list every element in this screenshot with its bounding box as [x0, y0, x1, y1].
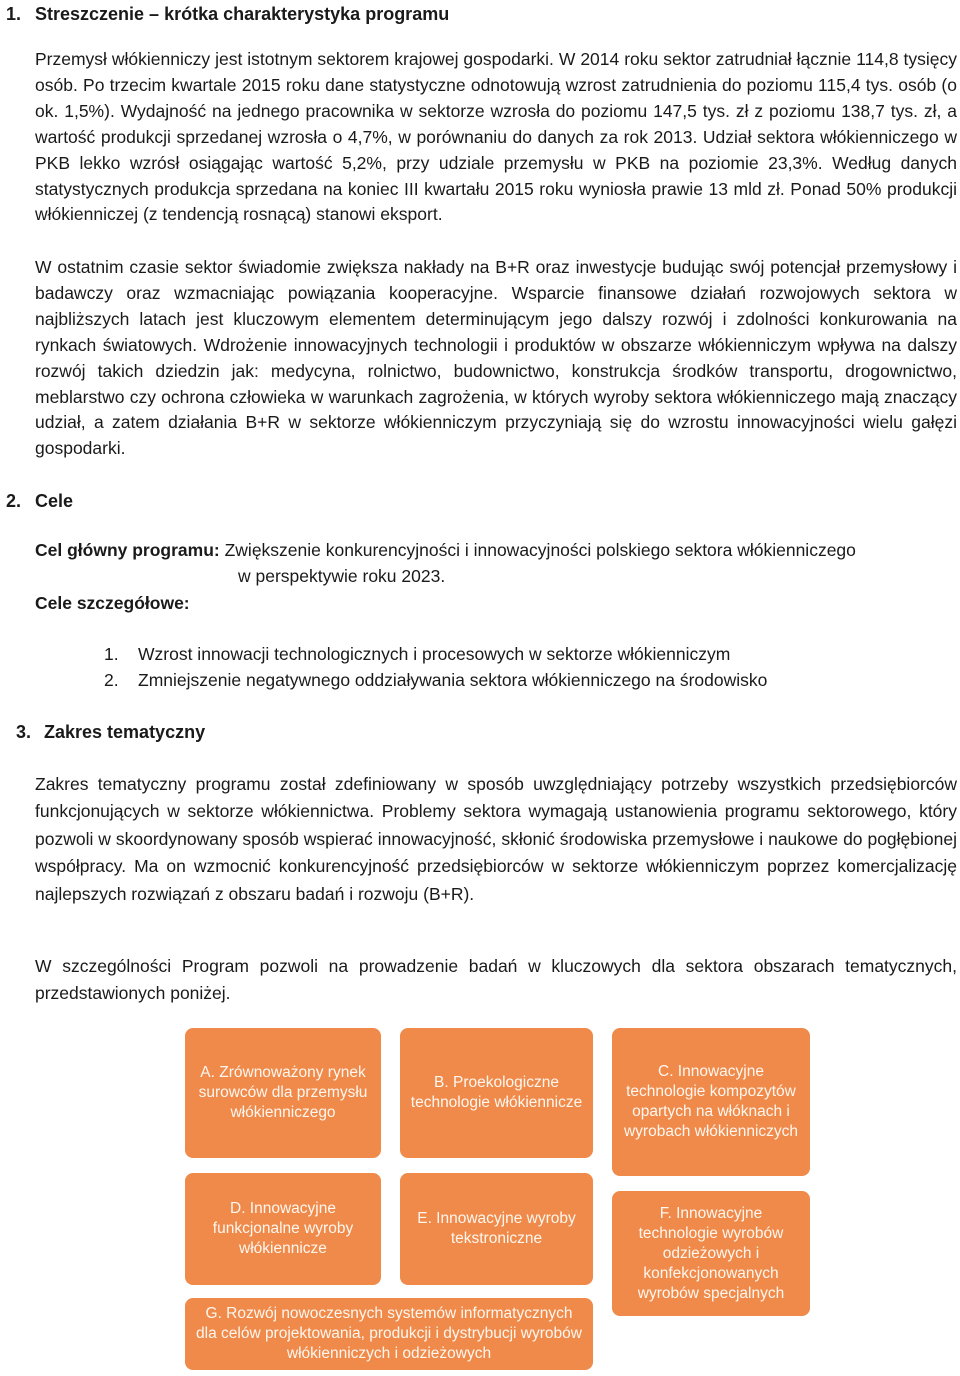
section-1-paragraph-2: W ostatnim czasie sektor świadomie zwiększa nakłady na B+R oraz inwestycje budując swój potencjał przemysłowy i badawczy oraz wzmacniając powiązania kooperacyjne. Wsparcie finansowe działań rozwojowych sektora w najbliższych latach jest kluczowym elementem determinującym jego dalszy rozwój i zdolności konkurowania na rynkach światowych. Wdrożenie innowacyjnych technologii i produktów w obszarze włókienniczym wpływa na dalszy rozwój takich dziedzin jak: medycyna, rolnictwo, budownictwo, konstrukcja środków transportu, drogownictwo, meblarstwo czy ochrona człowieka w warunkach zagrożenia, w których wyroby sektora włókienniczego mają znaczący udział, a zatem działania B+R w sektorze włókienniczym przyczyniają się do wzrostu innowacyjności wielu gałęzi gospodarki.	[35, 257, 957, 459]
list-item	[104, 642, 767, 668]
list-item-text: Zmniejszenie negatywnego oddziaływania sektora włókienniczego na środowisko	[138, 669, 768, 690]
main-goal-label: Cel główny programu:	[35, 540, 220, 560]
list-item-number: 2.	[104, 669, 119, 690]
specific-goals-label: Cele szczegółowe:	[35, 593, 190, 613]
section-2-number: 2.	[6, 491, 22, 511]
area-c-box: C. Innowacyjne technologie kompozytów opartych na włóknach i wyrobach włókienniczych	[612, 1028, 810, 1176]
section-3-paragraph-2: W szczególności Program pozwoli na prowadzenie badań w kluczowych dla sektora obszarach tematycznych, przedstawionych poniżej.	[35, 956, 957, 1004]
area-a-box: A. Zrównoważony rynek surowców dla przemysłu włókienniczego	[185, 1028, 381, 1158]
section-2-title: Cele	[35, 491, 74, 511]
area-d-box: D. Innowacyjne funkcjonalne wyroby włókiennicze	[185, 1173, 381, 1285]
main-goal-text-line-1: Zwiększenie konkurencyjności i innowacyjności polskiego sektora włókienniczego	[224, 540, 856, 560]
area-b-box: B. Proekologiczne technologie włókiennicze	[400, 1028, 593, 1158]
section-3-number: 3.	[16, 722, 32, 742]
specific-goals-list	[104, 642, 767, 694]
section-2-heading	[6, 489, 73, 513]
section-3-heading	[16, 720, 205, 744]
section-3-title: Zakres tematyczny	[44, 722, 206, 742]
section-3-paragraph-1: Zakres tematyczny programu został zdefiniowany w sposób uwzględniający potrzeby wszystkich przedsiębiorców funkcjonujących w sektorze włókiennictwa. Problemy sektora wymagają ustanowienia programu sektorowego, który pozwoli w skoordynowany sposób wspierać innowacyjność, skłonić środowiska przemysłowe i naukowe do pogłębionej współpracy. Ma on wzmocnić konkurencyjność przedsiębiorców w sektorze włókienniczym poprzez komercjalizację najlepszych rozwiązań z obszaru badań i rozwoju (B+R).	[35, 774, 957, 904]
list-item-number: 1.	[104, 644, 119, 664]
section-1-paragraph-1: Przemysł włókienniczy jest istotnym sektorem krajowej gospodarki. W 2014 roku sektor zatrudniał łącznie 114,8 tysięcy osób. Po trzecim kwartale 2015 roku dane statystyczne odnotowują wzrost zatrudnienia do poziomu 115,4 tys. osób (o ok. 1,5%). Wydajność na jednego pracownika w sektorze wzrosła do poziomu 147,5 tys. zł z poziomu 138,7 tys. zł, a wartość produkcji sprzedanej wzrosła o 4,7%, w porównaniu do danych za rok 2013. Udział sektora włókienniczego w PKB lekko wzrósł osiągając wartość 5,2%, przy udziale przemysłu w PKB na poziomie 23,3%. Według danych statystycznych produkcja sprzedana na koniec III kwartału 2015 roku wyniosła prawie 13 mld zł. Ponad 50% produkcji włókienniczej (z tendencją rosnącą) stanowi eksport.	[35, 49, 957, 225]
area-f-box: F. Innowacyjne technologie wyrobów odzieżowych i konfekcjonowanych wyrobów specjalnych	[612, 1191, 810, 1316]
thematic-areas-diagram	[185, 1028, 810, 1373]
main-goal-text-line-2: w perspektywie roku 2023.	[238, 566, 446, 586]
section-1-title: Streszczenie – krótka charakterystyka programu	[35, 4, 450, 24]
area-g-box: G. Rozwój nowoczesnych systemów informatycznych dla celów projektowania, produkcji i dystrybucji wyrobów włókienniczych i odzieżowych	[185, 1298, 593, 1370]
list-item-text: Wzrost innowacji technologicznych i procesowych w sektorze włókienniczym	[138, 644, 731, 664]
section-1-heading	[6, 2, 449, 26]
area-e-box: E. Innowacyjne wyroby tekstroniczne	[400, 1173, 593, 1285]
section-1-number: 1.	[6, 4, 22, 24]
list-item	[104, 668, 767, 694]
main-goal	[35, 538, 856, 564]
